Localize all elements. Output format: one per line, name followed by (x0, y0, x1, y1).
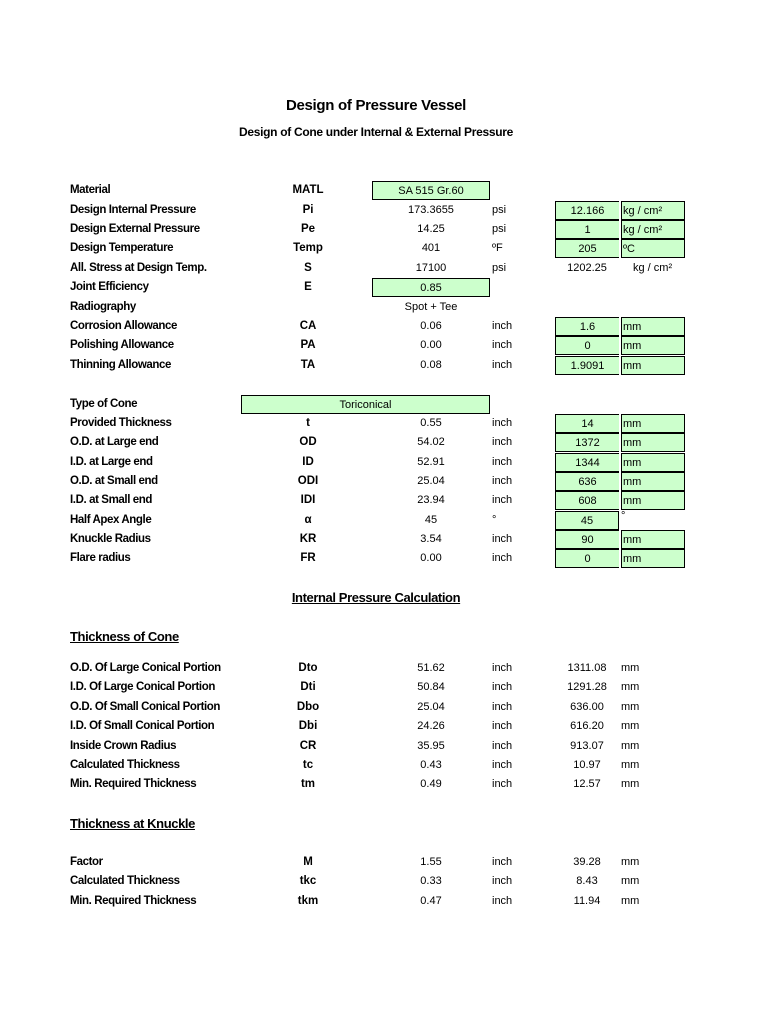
row-value: 0.06 (420, 320, 442, 332)
row-symbol: tkc (299, 875, 317, 887)
material-input[interactable]: SA 515 Gr.60 (372, 181, 490, 200)
row-value: 52.91 (417, 456, 445, 468)
row-metric-unit: mm (621, 856, 640, 868)
row-label: O.D. Of Large Conical Portion (70, 662, 221, 674)
knuckle-radius-input[interactable]: 90 (555, 530, 619, 549)
row-metric-value: 8.43 (576, 875, 598, 887)
row-label: Design External Pressure (70, 223, 200, 235)
row-symbol: Dto (298, 662, 318, 674)
temperature-metric-input[interactable]: 205 (555, 239, 619, 258)
row-unit: inch (492, 681, 513, 693)
table-row (0, 775, 768, 794)
row-metric-unit: mm (621, 662, 640, 674)
row-value: 0.00 (420, 339, 442, 351)
row-value: 54.02 (417, 436, 445, 448)
row-unit: inch (492, 701, 513, 713)
row-unit: inch (492, 759, 513, 771)
row-unit: ºF (492, 242, 503, 254)
row-symbol: tc (302, 759, 314, 771)
row-allowable-stress (0, 259, 768, 278)
internal-pressure-metric-input[interactable]: 12.166 (555, 201, 619, 220)
row-unit: inch (492, 778, 513, 790)
id-small-end-input[interactable]: 608 (555, 491, 619, 510)
table-row (0, 659, 768, 678)
row-unit: inch (492, 895, 513, 907)
row-symbol: E (304, 281, 312, 293)
row-metric-unit: mm (621, 875, 640, 887)
row-value: 25.04 (417, 701, 445, 713)
row-label: Corrosion Allowance (70, 320, 177, 332)
row-metric-unit: mm (621, 549, 685, 568)
od-large-end-input[interactable]: 1372 (555, 433, 619, 452)
row-unit: psi (492, 262, 507, 274)
row-label: Provided Thickness (70, 417, 172, 429)
row-label: Radiography (70, 301, 136, 313)
row-metric-unit: ºC (621, 239, 685, 258)
row-value: 0.55 (420, 417, 442, 429)
row-value: Spot + Tee (404, 301, 458, 313)
polishing-allowance-input[interactable]: 0 (555, 336, 619, 355)
row-unit: inch (492, 875, 513, 887)
row-metric-unit: mm (621, 491, 685, 510)
row-label: Calculated Thickness (70, 875, 180, 887)
row-metric-value: 11.94 (573, 895, 601, 907)
row-value: 401 (421, 242, 441, 254)
row-label: Min. Required Thickness (70, 778, 197, 790)
row-metric-unit: mm (621, 317, 685, 336)
row-value: 45 (424, 514, 438, 526)
row-value: 0.47 (420, 895, 442, 907)
row-metric-unit: kg / cm² (621, 201, 685, 220)
row-unit: inch (492, 740, 513, 752)
row-unit: inch (492, 552, 513, 564)
row-metric-unit: kg / cm² (633, 262, 673, 274)
row-unit: inch (492, 720, 513, 732)
row-value: 35.95 (417, 740, 445, 752)
row-provided-thickness (0, 414, 768, 433)
row-od-large-end (0, 433, 768, 452)
row-label: All. Stress at Design Temp. (70, 262, 207, 274)
row-metric-value: 12.57 (573, 778, 601, 790)
row-symbol: Dbi (298, 720, 318, 732)
row-polishing-allowance (0, 336, 768, 355)
row-symbol: M (303, 856, 313, 868)
row-value: 0.49 (420, 778, 442, 790)
row-flare-radius (0, 549, 768, 568)
row-symbol: TA (300, 359, 316, 371)
row-metric-value: 636.00 (570, 701, 604, 713)
row-label: Joint Efficiency (70, 281, 149, 293)
row-design-internal-pressure (0, 201, 768, 220)
row-metric-unit: mm (621, 740, 640, 752)
row-metric-unit: mm (621, 778, 640, 790)
row-value: 173.3655 (408, 204, 454, 216)
row-symbol: OD (299, 436, 317, 448)
row-symbol: MATL (292, 184, 324, 196)
row-metric-unit: mm (621, 472, 685, 491)
row-label: Factor (70, 856, 103, 868)
row-symbol: t (306, 417, 310, 429)
row-unit: inch (492, 339, 513, 351)
row-value: 3.54 (420, 533, 442, 545)
row-symbol: CR (299, 740, 317, 752)
row-unit: inch (492, 494, 513, 506)
row-symbol: tkm (297, 895, 319, 907)
row-od-small-end (0, 472, 768, 491)
od-small-end-input[interactable]: 636 (555, 472, 619, 491)
row-symbol: S (304, 262, 312, 274)
row-symbol: Pi (302, 204, 314, 216)
row-unit: ° (492, 514, 497, 526)
table-row (0, 756, 768, 775)
row-symbol: ODI (297, 475, 319, 487)
row-symbol: KR (299, 533, 317, 545)
table-row (0, 717, 768, 736)
row-type-of-cone (0, 395, 768, 414)
thickness-at-knuckle-heading: Thickness at Knuckle (70, 816, 195, 831)
row-unit: inch (492, 320, 513, 332)
row-thinning-allowance (0, 356, 768, 375)
row-unit: inch (492, 475, 513, 487)
row-symbol: Pe (300, 223, 316, 235)
row-label: Polishing Allowance (70, 339, 174, 351)
row-value: 24.26 (417, 720, 445, 732)
row-label: O.D. Of Small Conical Portion (70, 701, 221, 713)
row-unit: psi (492, 204, 507, 216)
flare-radius-input[interactable]: 0 (555, 549, 619, 568)
row-metric-unit: mm (621, 356, 685, 375)
row-value: 1.55 (420, 856, 442, 868)
row-label: I.D. at Large end (70, 456, 153, 468)
thinning-allowance-input[interactable]: 1.9091 (555, 356, 619, 375)
row-label: Type of Cone (70, 398, 138, 410)
row-metric-unit: mm (621, 414, 685, 433)
row-metric-unit: kg / cm² (621, 220, 685, 239)
row-value: 51.62 (417, 662, 445, 674)
row-label: Half Apex Angle (70, 514, 152, 526)
row-value: 17100 (415, 262, 447, 274)
row-label: Thinning Allowance (70, 359, 171, 371)
row-metric-value: 1202.25 (567, 262, 607, 274)
row-corrosion-allowance (0, 317, 768, 336)
row-symbol: ID (302, 456, 314, 468)
row-metric-unit: mm (621, 720, 640, 732)
page-title: Design of Pressure Vessel (285, 97, 467, 114)
table-row (0, 872, 768, 891)
row-material (0, 181, 768, 200)
row-unit: inch (492, 436, 513, 448)
row-value: 25.04 (417, 475, 445, 487)
row-label: Knuckle Radius (70, 533, 151, 545)
row-metric-value: 1311.08 (567, 662, 607, 674)
row-id-large-end (0, 453, 768, 472)
row-metric-unit: mm (621, 530, 685, 549)
row-label: Inside Crown Radius (70, 740, 177, 752)
row-value: 14.25 (417, 223, 445, 235)
half-apex-angle-input[interactable]: 45 (555, 511, 619, 530)
row-joint-efficiency (0, 278, 768, 297)
row-symbol: IDI (300, 494, 316, 506)
table-row (0, 853, 768, 872)
row-label: I.D. Of Small Conical Portion (70, 720, 215, 732)
row-metric-value: 10.97 (573, 759, 601, 771)
row-symbol: PA (300, 339, 316, 351)
row-unit: inch (492, 417, 513, 429)
row-metric-unit: ° (621, 510, 626, 522)
row-symbol: Dti (300, 681, 316, 693)
row-label: Design Internal Pressure (70, 204, 196, 216)
row-metric-unit: mm (621, 681, 640, 693)
row-unit: psi (492, 223, 507, 235)
provided-thickness-input[interactable]: 14 (555, 414, 619, 433)
row-id-small-end (0, 491, 768, 510)
row-symbol: FR (300, 552, 316, 564)
row-unit: inch (492, 533, 513, 545)
row-value: 23.94 (417, 494, 445, 506)
row-label: Design Temperature (70, 242, 174, 254)
row-symbol: tm (300, 778, 316, 790)
row-symbol: Dbo (296, 701, 320, 713)
row-unit: inch (492, 456, 513, 468)
table-row (0, 892, 768, 911)
row-unit: inch (492, 856, 513, 868)
row-half-apex-angle (0, 511, 768, 530)
row-symbol: CA (299, 320, 317, 332)
row-label: O.D. at Small end (70, 475, 158, 487)
row-design-temperature (0, 239, 768, 258)
external-pressure-metric-input[interactable]: 1 (555, 220, 619, 239)
row-value: 0.00 (420, 552, 442, 564)
row-value: 50.84 (417, 681, 445, 693)
table-row (0, 737, 768, 756)
table-row (0, 698, 768, 717)
cone-type-input[interactable]: Toriconical (241, 395, 490, 414)
section-title: Internal Pressure Calculation (291, 590, 461, 605)
row-knuckle-radius (0, 530, 768, 549)
row-label: I.D. at Small end (70, 494, 153, 506)
row-metric-value: 1291.28 (567, 681, 607, 693)
row-label: Calculated Thickness (70, 759, 180, 771)
row-metric-value: 39.28 (573, 856, 601, 868)
row-metric-unit: mm (621, 759, 640, 771)
row-label: O.D. at Large end (70, 436, 159, 448)
row-metric-unit: mm (621, 433, 685, 452)
corrosion-allowance-input[interactable]: 1.6 (555, 317, 619, 336)
row-metric-unit: mm (621, 701, 640, 713)
row-value: 0.08 (420, 359, 442, 371)
id-large-end-input[interactable]: 1344 (555, 453, 619, 472)
row-metric-unit: mm (621, 336, 685, 355)
row-symbol: Temp (293, 242, 323, 254)
row-label: I.D. Of Large Conical Portion (70, 681, 215, 693)
row-radiography (0, 298, 768, 317)
joint-efficiency-input[interactable]: 0.85 (372, 278, 490, 297)
thickness-of-cone-heading: Thickness of Cone (70, 629, 179, 644)
row-metric-unit: mm (621, 895, 640, 907)
row-metric-value: 913.07 (570, 740, 604, 752)
row-design-external-pressure (0, 220, 768, 239)
table-row (0, 678, 768, 697)
row-unit: inch (492, 662, 513, 674)
row-metric-unit: mm (621, 453, 685, 472)
row-unit: inch (492, 359, 513, 371)
row-value: 0.33 (420, 875, 442, 887)
row-label: Min. Required Thickness (70, 895, 197, 907)
row-symbol: α (304, 514, 312, 526)
row-label: Material (70, 184, 111, 196)
row-value: 0.43 (420, 759, 442, 771)
row-label: Flare radius (70, 552, 131, 564)
page-subtitle: Design of Cone under Internal & External Pressure (238, 125, 514, 139)
row-metric-value: 616.20 (570, 720, 604, 732)
